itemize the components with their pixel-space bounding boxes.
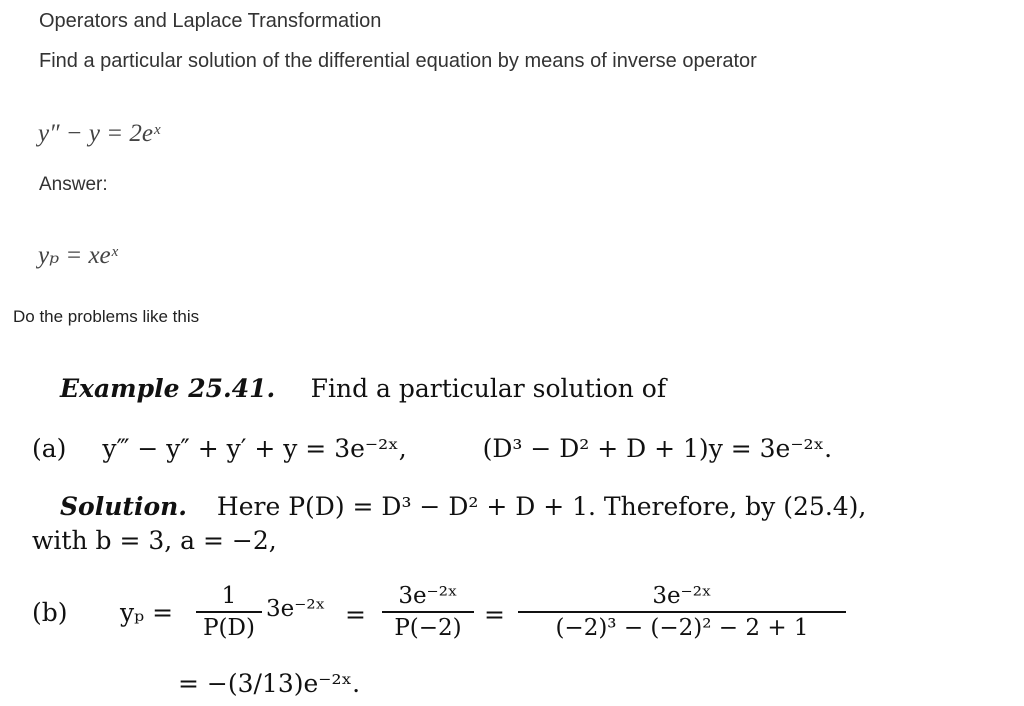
fraction-3-numerator: 3e⁻²ˣ bbox=[652, 583, 712, 609]
yp-lhs: yₚ = bbox=[120, 598, 174, 627]
fraction-2-denominator: P(−2) bbox=[394, 615, 462, 641]
term-1: 3e⁻²ˣ bbox=[266, 596, 326, 622]
fraction-3 bbox=[518, 583, 846, 641]
problem-prompt: Find a particular solution of the differential equation by means of inverse operator bbox=[39, 50, 757, 72]
fraction-1-bar bbox=[196, 611, 262, 613]
equals-2: = bbox=[484, 600, 505, 629]
part-a-equation-1: y‴ − y″ + y′ + y = 3e⁻²ˣ, bbox=[102, 434, 407, 463]
solution-line-1 bbox=[60, 492, 866, 521]
part-a bbox=[32, 434, 832, 463]
result-line: = −(3/13)e⁻²ˣ. bbox=[178, 669, 361, 698]
part-b-label: (b) bbox=[32, 598, 68, 627]
solution-line-2: with b = 3, a = −2, bbox=[32, 526, 277, 555]
page-title: Operators and Laplace Transformation bbox=[39, 10, 382, 32]
fraction-3-bar bbox=[518, 611, 846, 613]
part-a-equation-2: (D³ − D² + D + 1)y = 3e⁻²ˣ. bbox=[482, 434, 833, 463]
example-heading-text: Find a particular solution of bbox=[310, 374, 667, 403]
example-label: Example 25.41. bbox=[60, 374, 276, 403]
fraction-1-numerator: 1 bbox=[221, 583, 237, 609]
solution-label: Solution. bbox=[60, 492, 188, 521]
answer-equation: yₚ = xeˣ bbox=[38, 242, 118, 269]
fraction-1 bbox=[196, 583, 262, 641]
fraction-2-numerator: 3e⁻²ˣ bbox=[398, 583, 458, 609]
fraction-2 bbox=[382, 583, 474, 641]
fraction-3-denominator: (−2)³ − (−2)² − 2 + 1 bbox=[555, 615, 809, 641]
equals-1: = bbox=[345, 600, 366, 629]
fraction-2-bar bbox=[382, 611, 474, 613]
answer-label: Answer: bbox=[39, 174, 108, 195]
example-heading bbox=[60, 374, 666, 403]
part-a-label: (a) bbox=[32, 434, 67, 463]
problem-equation: y″ − y = 2eˣ bbox=[38, 120, 160, 147]
fraction-1-denominator: P(D) bbox=[203, 615, 255, 641]
solution-text-1: Here P(D) = D³ − D² + D + 1. Therefore, by (25.4), bbox=[216, 492, 867, 521]
instruction-text: Do the problems like this bbox=[13, 307, 200, 326]
